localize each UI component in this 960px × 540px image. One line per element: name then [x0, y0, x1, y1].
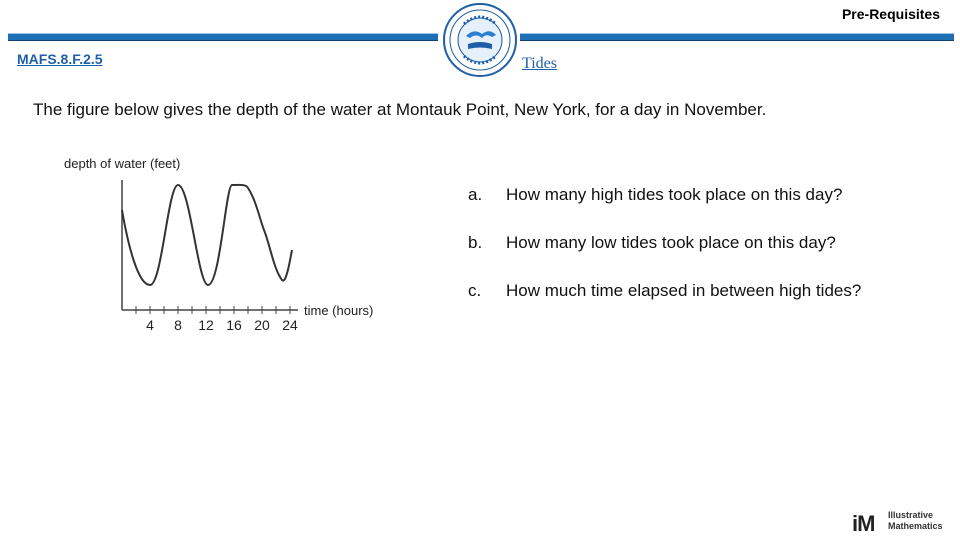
question-item	[468, 185, 938, 233]
standard-link[interactable]: MAFS.8.F.2.5	[17, 51, 103, 67]
question-list	[468, 185, 938, 329]
intro-text: The figure below gives the depth of the water at Montauk Point, New York, for a day in November.	[33, 100, 767, 119]
tick-label: 24	[282, 317, 298, 333]
question-text: How many low tides took place on this day?	[506, 233, 836, 252]
brand-line-2: Mathematics	[888, 521, 943, 531]
question-text: How much time elapsed in between high tides?	[506, 281, 862, 300]
brand-text	[888, 510, 943, 532]
question-letter: b.	[468, 233, 483, 252]
tick-label: 20	[254, 317, 270, 333]
header-rule-left	[8, 33, 438, 41]
tide-graph	[60, 150, 380, 345]
tick-label: 16	[226, 317, 242, 333]
tick-label: 4	[146, 317, 154, 333]
school-district-seal-icon	[442, 2, 518, 78]
graph-ylabel: depth of water (feet)	[64, 156, 181, 171]
im-mark-icon: iM	[852, 511, 875, 536]
tick-label: 8	[174, 317, 182, 333]
graph-xlabel: time (hours)	[304, 303, 374, 318]
question-item	[468, 233, 938, 281]
question-letter: c.	[468, 281, 482, 300]
topic-link[interactable]: Tides	[522, 55, 557, 72]
question-item	[468, 281, 938, 329]
graph-tick-labels	[146, 317, 298, 333]
brand-line-1: Illustrative	[888, 510, 934, 520]
section-label: Pre-Requisites	[841, 6, 940, 22]
illustrative-mathematics-logo	[852, 509, 952, 536]
question-text: How many high tides took place on this day?	[506, 185, 843, 204]
question-letter: a.	[468, 185, 483, 204]
tide-curve	[122, 185, 292, 285]
tick-label: 12	[198, 317, 214, 333]
header-rule-right	[520, 33, 954, 41]
